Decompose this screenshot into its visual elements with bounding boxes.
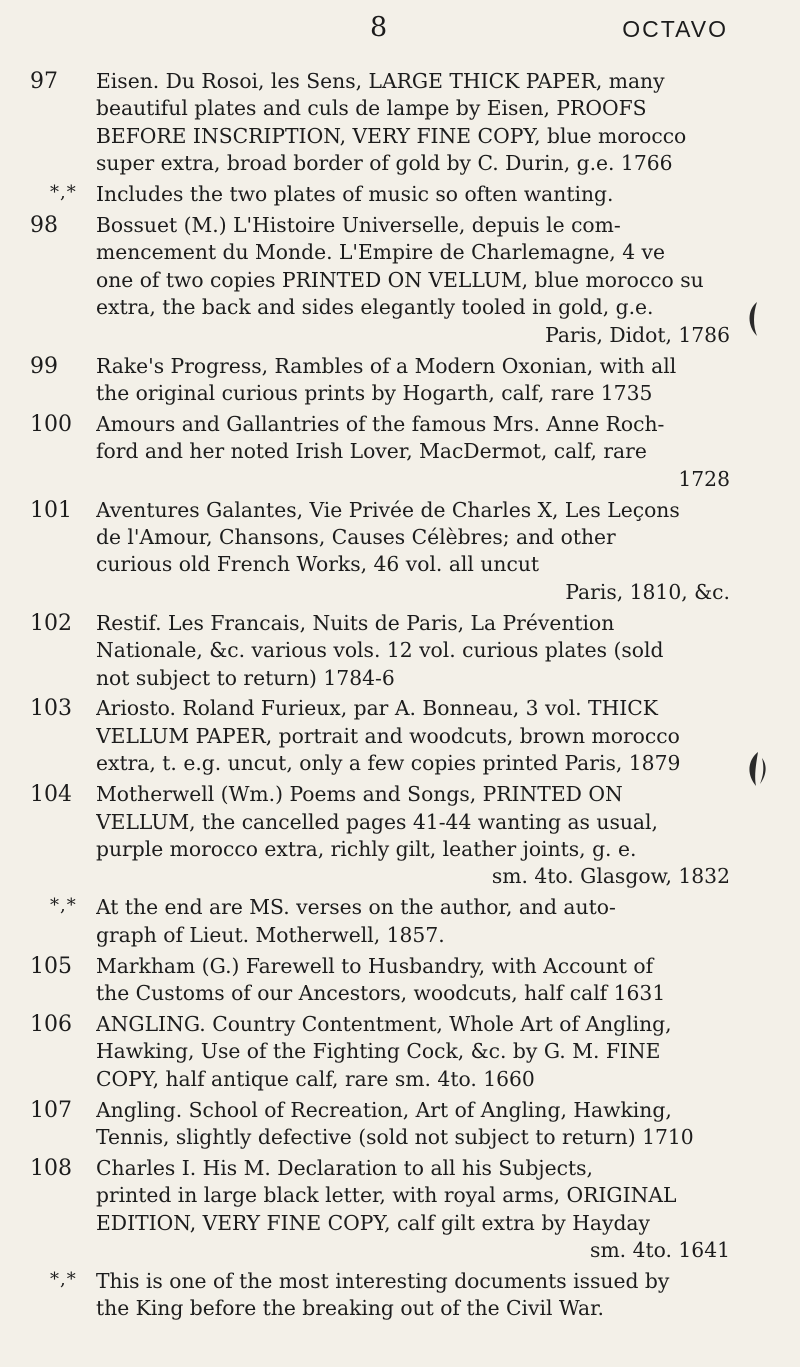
entry-imprint: Paris, 1810, &c. xyxy=(565,579,730,604)
note-line: Includes the two plates of music so often wanting. xyxy=(96,182,614,207)
entry-line: COPY, half antique calf, rare sm. 4to. 1660 xyxy=(96,1066,535,1091)
entry-line: Eisen. Du Rosoi, les Sens, LARGE THICK PAPER, many xyxy=(96,69,665,93)
section-title: OCTAVO xyxy=(622,16,728,42)
entry-note xyxy=(30,1268,730,1323)
entry-line: Charles I. His M. Declaration to all his Subjects, xyxy=(96,1155,593,1180)
entry-line: Angling. School of Recreation, Art of Angling, Hawking, xyxy=(96,1097,672,1122)
entry-line: purple morocco extra, richly gilt, leather joints, g. e. xyxy=(96,836,637,861)
entry-line: Tennis, slightly defective (sold not subject to return) 1710 xyxy=(96,1125,694,1150)
entry-line: one of two copies PRINTED ON VELLUM, blue morocco su xyxy=(96,267,704,292)
entry-imprint: sm. 4to. 1641 xyxy=(590,1238,730,1263)
footnote-marker: *,* xyxy=(50,895,77,917)
note-line: This is one of the most interesting documents issued by xyxy=(96,1269,670,1294)
entry-line: ford and her noted Irish Lover, MacDermot, calf, rare xyxy=(96,439,647,464)
catalogue-entry xyxy=(30,695,730,777)
entry-line: Ariosto. Roland Furieux, par A. Bonneau, 3 vol. THICK xyxy=(96,696,658,721)
entry-line: Bossuet (M.) L'Histoire Universelle, depuis le com- xyxy=(96,213,621,238)
entry-number: 99 xyxy=(30,353,58,379)
note-line: the King before the breaking out of the Civil War. xyxy=(96,1296,604,1321)
entry-list xyxy=(30,68,730,1326)
entry-line: the original curious prints by Hogarth, calf, rare 1735 xyxy=(96,380,653,405)
entry-line: Nationale, &c. various vols. 12 vol. curious plates (sold xyxy=(96,638,664,663)
entry-line: VELLUM, the cancelled pages 41-44 wanting as usual, xyxy=(96,809,658,834)
catalogue-entry xyxy=(30,353,730,408)
entry-line: Aventures Galantes, Vie Privée de Charles X, Les Leçons xyxy=(96,497,680,522)
entry-number: 104 xyxy=(30,782,72,808)
entry-line: Rake's Progress, Rambles of a Modern Oxonian, with all xyxy=(96,353,677,378)
entry-imprint: Paris, Didot, 1786 xyxy=(545,322,730,347)
entry-imprint: 1728 xyxy=(678,466,730,491)
catalogue-entry xyxy=(30,781,730,891)
catalogue-entry xyxy=(30,68,730,178)
page-number: 8 xyxy=(370,12,388,43)
entry-number: 106 xyxy=(30,1011,72,1037)
entry-number: 98 xyxy=(30,213,58,239)
entry-imprint: sm. 4to. Glasgow, 1832 xyxy=(491,864,730,889)
footnote-marker: *,* xyxy=(50,182,77,204)
entry-line: extra, t. e.g. uncut, only a few copies printed Paris, 1879 xyxy=(96,751,681,776)
entry-line: Markham (G.) Farewell to Husbandry, with Account of xyxy=(96,953,654,978)
entry-line: the Customs of our Ancestors, woodcuts, half calf 1631 xyxy=(96,981,666,1005)
entry-line: EDITION, VERY FINE COPY, calf gilt extra by Hayday xyxy=(96,1210,650,1235)
entry-number: 101 xyxy=(30,497,72,523)
entry-line: Hawking, Use of the Fighting Cock, &c. by G. M. FINE xyxy=(96,1039,661,1064)
entry-number: 107 xyxy=(30,1097,72,1123)
margin-mark-icon xyxy=(743,300,769,340)
entry-line: super extra, broad border of gold by C. Durin, g.e. 1766 xyxy=(96,151,673,176)
margin-mark-icon xyxy=(742,750,772,790)
catalogue-entry xyxy=(30,212,730,349)
entry-number: 97 xyxy=(30,69,58,94)
entry-line: mencement du Monde. L'Empire de Charlemagne, 4 ve xyxy=(96,240,666,265)
entry-number: 102 xyxy=(30,610,72,636)
entry-line: extra, the back and sides elegantly tooled in gold, g.e. xyxy=(96,295,654,320)
entry-line: de l'Amour, Chansons, Causes Célèbres; and other xyxy=(96,525,616,549)
entry-line: ANGLING. Country Contentment, Whole Art of Angling, xyxy=(96,1011,672,1036)
entry-line: not subject to return) 1784-6 xyxy=(96,665,395,690)
entry-line: curious old French Works, 46 vol. all uncut xyxy=(96,552,540,577)
footnote-marker: *,* xyxy=(50,1269,77,1291)
entry-number: 103 xyxy=(30,696,72,722)
entry-line: BEFORE INSCRIPTION, VERY FINE COPY, blue morocco xyxy=(96,123,687,148)
note-line: graph of Lieut. Motherwell, 1857. xyxy=(96,922,445,947)
page-header xyxy=(0,8,800,48)
entry-line: Motherwell (Wm.) Poems and Songs, PRINTED ON xyxy=(96,782,623,807)
catalogue-entry xyxy=(30,497,730,607)
catalogue-entry xyxy=(30,411,730,493)
note-line: At the end are MS. verses on the author, and auto- xyxy=(96,895,616,920)
entry-line: beautiful plates and culs de lampe by Eisen, PROOFS xyxy=(96,96,647,121)
entry-line: VELLUM PAPER, portrait and woodcuts, brown morocco xyxy=(96,723,680,748)
entry-note xyxy=(30,181,730,208)
catalogue-entry xyxy=(30,953,730,1008)
entry-line: printed in large black letter, with royal arms, ORIGINAL xyxy=(96,1183,677,1208)
entry-note xyxy=(30,894,730,949)
entry-number: 108 xyxy=(30,1155,72,1181)
catalogue-entry xyxy=(30,1097,730,1152)
entry-number: 105 xyxy=(30,953,72,979)
entry-line: Amours and Gallantries of the famous Mrs. Anne Roch- xyxy=(96,411,665,436)
catalogue-entry xyxy=(30,610,730,692)
catalogue-entry xyxy=(30,1155,730,1265)
entry-number: 100 xyxy=(30,411,72,437)
catalogue-entry xyxy=(30,1011,730,1093)
entry-line: Restif. Les Francais, Nuits de Paris, La Prévention xyxy=(96,610,615,635)
